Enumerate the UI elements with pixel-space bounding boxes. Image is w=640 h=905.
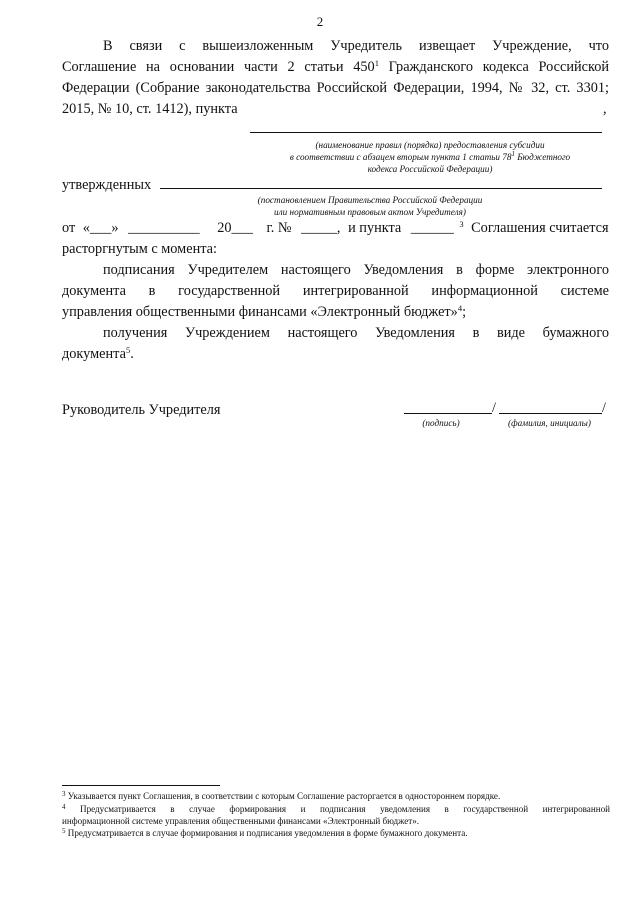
para3-line1 [103,260,609,281]
year-blank[interactable]: 20___ [217,220,253,236]
para1-line2 [62,57,609,78]
para4-line2 [62,344,134,365]
hint1-sup: 1 [511,150,515,158]
para1-line3 [62,78,609,99]
date-day-group [83,220,119,236]
para3-line3-text-b: ; [462,304,467,320]
footnote-4-line2: информационной системе управления общественными финансами «Электронный бюджет». [62,816,420,826]
date-tail: Соглашения считается [471,220,609,236]
point-blank[interactable]: ______ [410,220,454,236]
footnote-4-number: 4 [62,803,66,811]
para1-line4-comma: , [603,101,607,117]
footnote-ref-5: 5 [125,345,131,355]
para1-line4 [62,99,609,120]
hint1-line2-b: Бюджетного [514,152,571,162]
and-point-label: и пункта [348,220,402,236]
para3-line1-text: подписания Учредителем настоящего Уведомления в форме электронного [103,262,609,278]
para4-line1-text: получения Учреждением настоящего Уведомления в виде бумажного [103,325,609,341]
signature-slash-1: / [492,400,496,416]
quote-open: « [82,220,90,236]
footnote-ref-3: 3 [459,219,464,229]
para3-line2 [62,281,609,302]
footnote-ref-1: 1 [374,58,379,68]
hint1-line3: кодекса Российской Федерации) [367,164,493,174]
hint2-line1: (постановлением Правительства Российской Федерации [257,195,483,205]
hint-rules-name [245,139,615,175]
para1-line2-text-a: Соглашение на основании части 2 статьи 450 [62,59,375,75]
date-line [62,218,609,239]
signature-hint: (подпись) [422,418,460,428]
hint1-line2 [245,151,615,163]
para3-line3-text-a: управления общественными финансами «Электронный бюджет» [62,304,458,320]
para1-line3-text: Федерации (Собрание законодательства Российской Федерации, 1994, № 32, ст. 3301; [62,80,609,96]
footnote-5-text: Предусматривается в случае формирования и подписания уведомления в форме бумажного документа. [65,828,468,838]
para4-line1 [103,323,609,344]
footnote-5 [62,827,610,839]
para3-line3 [62,302,466,323]
para1-line4-text: 2015, № 10, ст. 1412), пункта [62,101,238,117]
footnote-3-text: Указывается пункт Соглашения, в соответствии с которым Соглашение расторгается в одностороннем порядке. [65,791,501,801]
footnote-4-line1 [62,803,610,815]
para4-line2-text-a: документа [62,346,126,362]
footnote-5-number: 5 [62,827,66,835]
signature-blank[interactable] [404,400,492,414]
hint1-line1: (наименование правил (порядка) предоставления субсидии [315,140,545,150]
quote-close: » [111,220,119,236]
hint2-line2: или нормативным правовым актом Учредителя) [274,207,466,217]
hint1-line2-a: в соответствии с абзацем вторым пункта 1 статьи 78 [289,152,512,162]
approved-label: утвержденных [62,177,152,193]
footnote-ref-4: 4 [457,303,463,313]
para1-line1-text: В связи с вышеизложенным Учредитель извещает Учреждение, что [103,38,609,54]
signature-slash-2: / [602,400,606,416]
signature-label: Руководитель Учредителя [62,402,221,418]
page-number: 2 [316,14,324,29]
name-blank[interactable] [499,400,602,414]
rules-name-blank[interactable] [250,120,602,133]
number-label: г. № [266,220,292,236]
para1-line2-text-b: Гражданского кодекса Российской [378,59,609,75]
para1-line1 [103,36,609,57]
footnote-4-text-1: Предусматривается в случае формирования и подписания уведомления в государственной интегрированной [65,804,610,814]
footnote-separator [62,785,220,786]
footnote-3 [62,790,610,802]
number-blank[interactable]: _____, [301,220,341,236]
day-blank[interactable]: ___ [89,220,112,236]
hint-approved-by [200,194,540,218]
month-blank[interactable]: __________ [128,220,200,236]
date-ot: от [62,220,76,236]
para4-line2-text-b: . [130,346,134,362]
para2-line: расторгнутым с момента: [62,241,217,257]
approved-by-blank[interactable] [160,175,602,189]
footnote-3-number: 3 [62,790,66,798]
name-hint: (фамилия, инициалы) [508,418,591,428]
para3-line2-text: документа в государственной интегрированной информационной системе [62,283,609,299]
